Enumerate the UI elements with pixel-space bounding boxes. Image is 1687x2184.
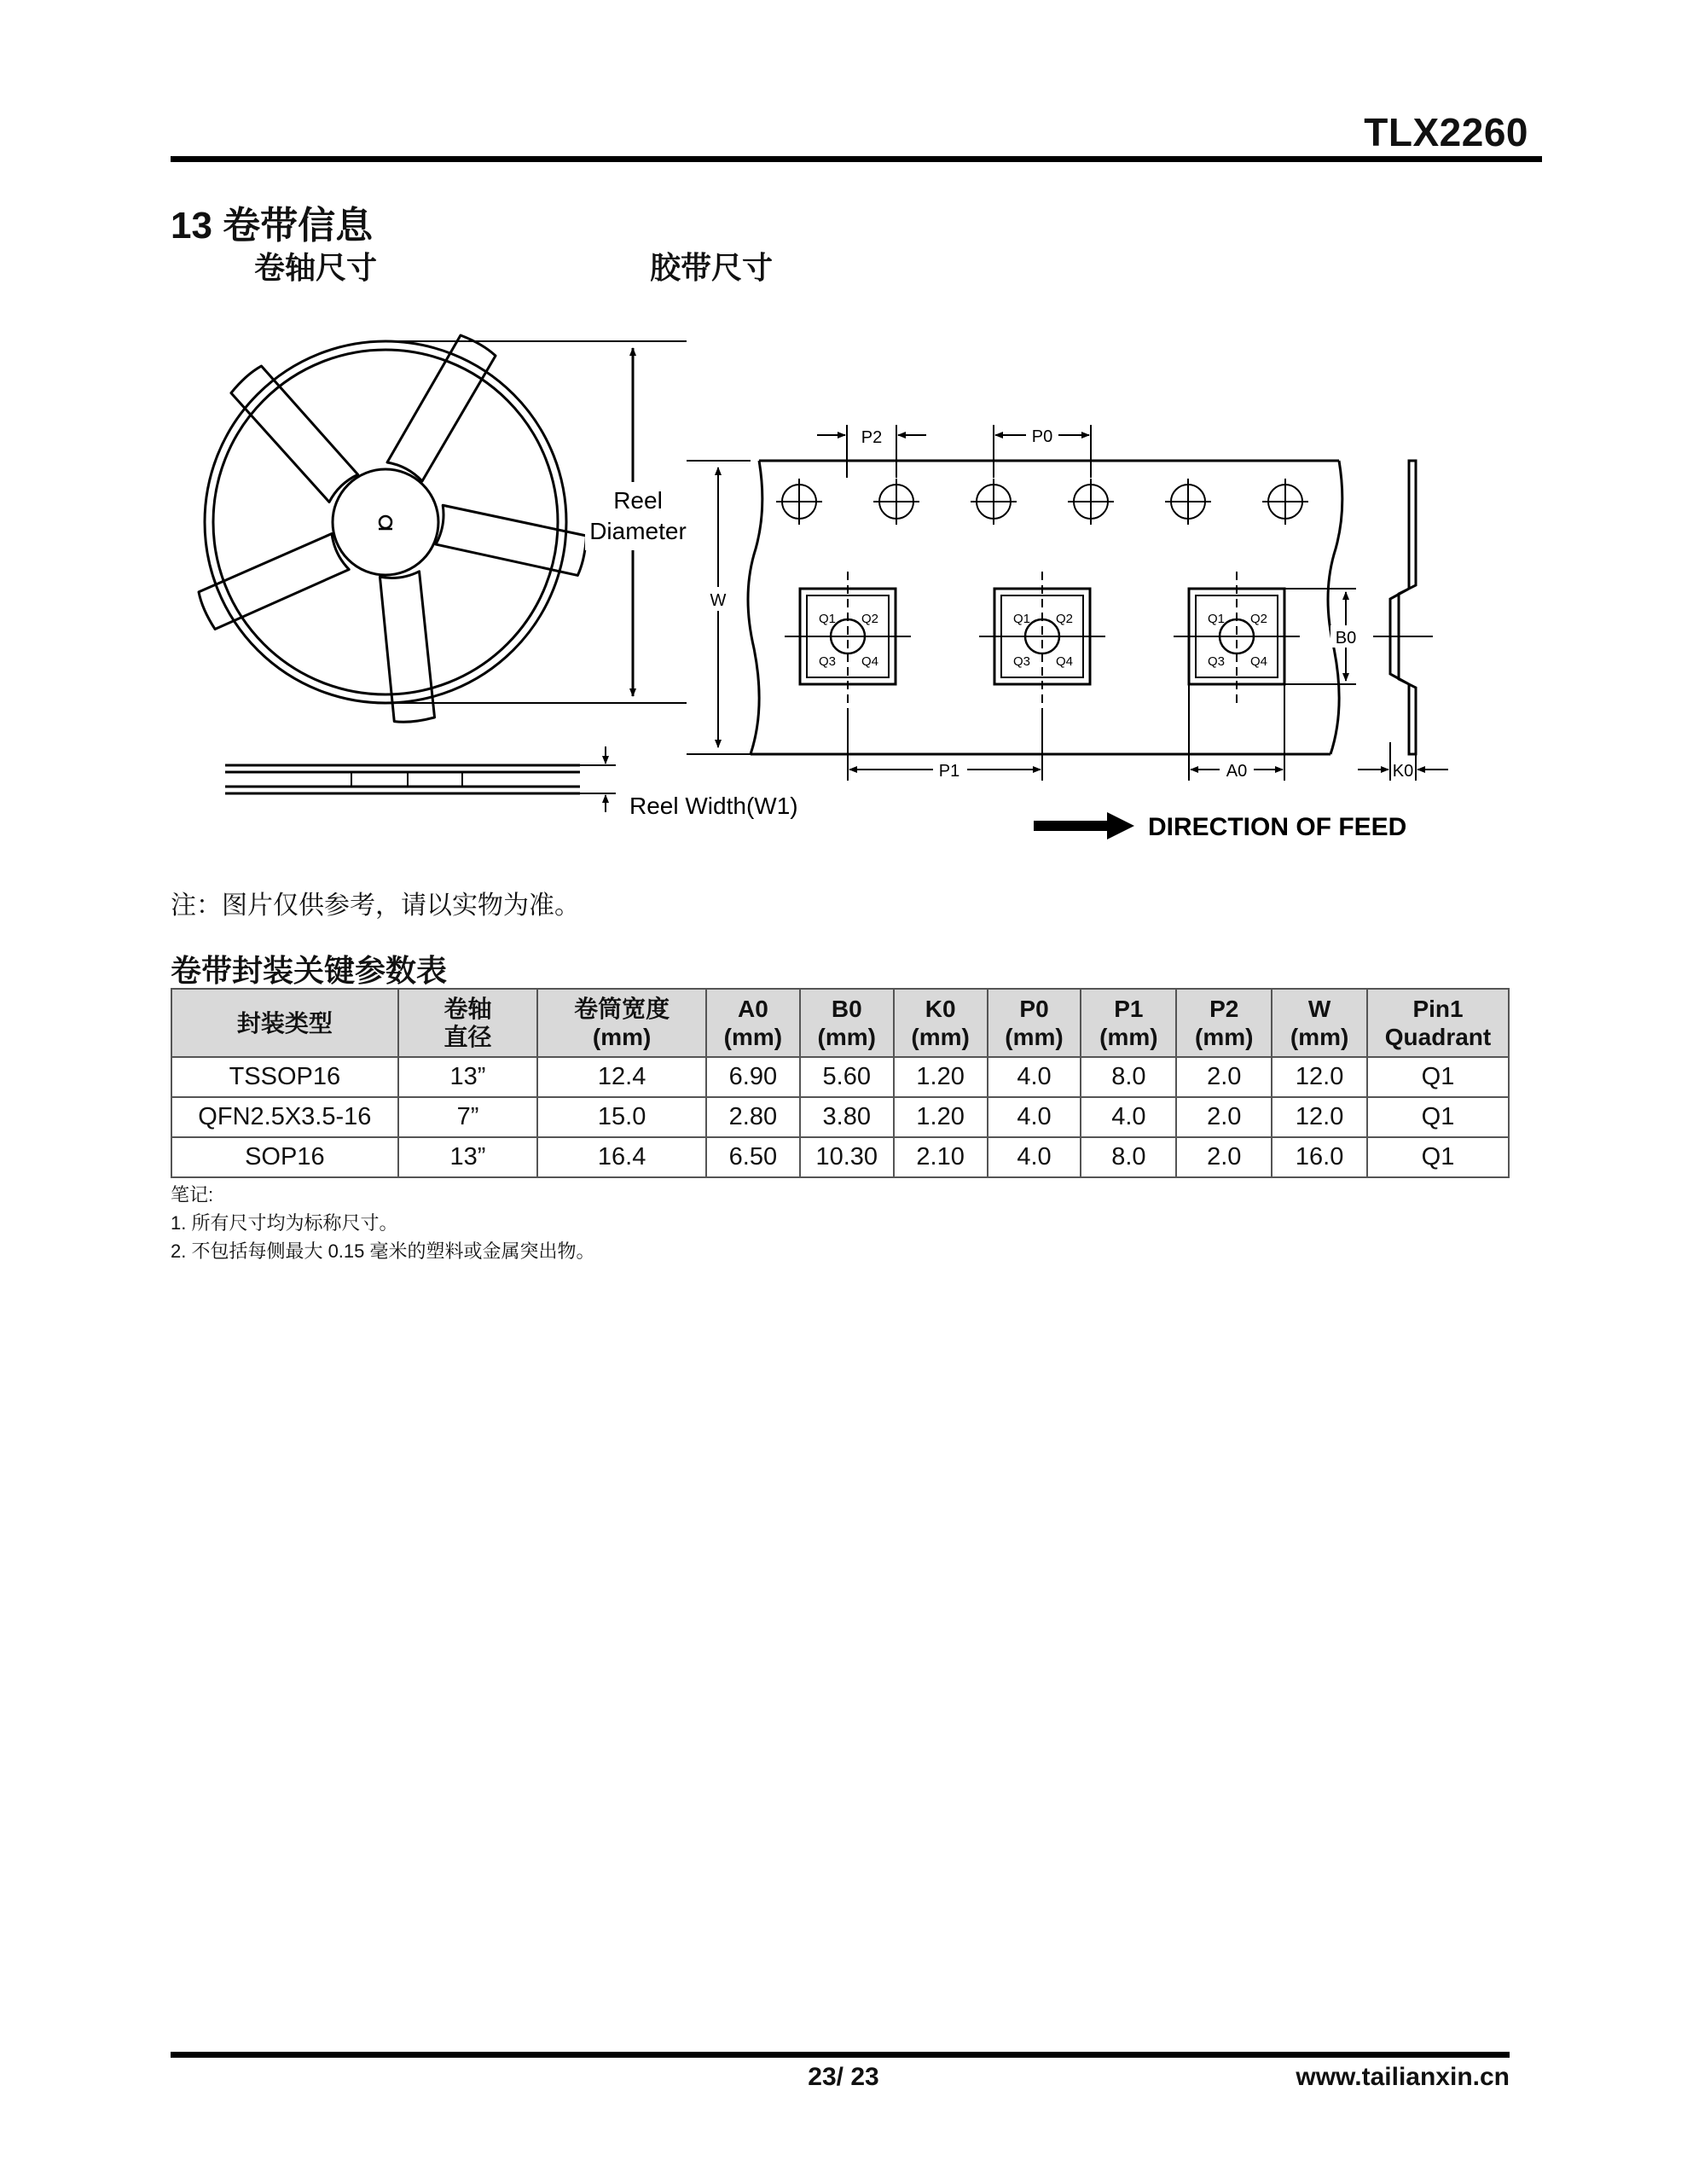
note-item: 2. 不包括每侧最大 0.15 毫米的塑料或金属突出物。 xyxy=(171,1240,595,1262)
tape-side-profile xyxy=(1358,461,1448,781)
table-notes xyxy=(171,1181,595,1265)
reel-label-line1: Reel xyxy=(613,487,663,514)
tape-heading: 胶带尺寸 xyxy=(650,250,774,285)
svg-text:Q1: Q1 xyxy=(1208,612,1226,626)
svg-text:Q3: Q3 xyxy=(1013,654,1031,669)
carrier-tape xyxy=(748,461,1342,754)
reel-heading: 卷轴尺寸 xyxy=(254,250,378,285)
col-header: P0 (mm) xyxy=(988,989,1081,1057)
svg-text:Q1: Q1 xyxy=(819,612,837,626)
pocket-dimensions xyxy=(848,684,1284,781)
reel-front-view xyxy=(187,335,597,738)
col-header: A0 (mm) xyxy=(706,989,800,1057)
svg-text:Q4: Q4 xyxy=(861,654,879,669)
col-header: W (mm) xyxy=(1272,989,1367,1057)
col-header: Pin1 Quadrant xyxy=(1367,989,1509,1057)
svg-text:Q3: Q3 xyxy=(1208,654,1226,669)
svg-text:Q1: Q1 xyxy=(1013,612,1031,626)
table-row: TSSOP16 13” 12.4 6.90 5.60 1.20 4.0 8.0 2.0 12.0 Q1 xyxy=(171,1057,1509,1097)
svg-text:Q2: Q2 xyxy=(861,612,879,626)
table-row: SOP16 13” 16.4 6.50 10.30 2.10 4.0 8.0 2.0 16.0 Q1 xyxy=(171,1137,1509,1177)
section-title: 13 卷带信息 xyxy=(171,205,374,247)
col-header: 卷筒宽度 (mm) xyxy=(537,989,706,1057)
p2-label: P2 xyxy=(861,428,883,447)
pockets xyxy=(785,572,1300,708)
note-item: 1. 所有尺寸均为标称尺寸。 xyxy=(171,1212,398,1234)
tape-spec-table xyxy=(171,988,1510,1178)
svg-text:Q3: Q3 xyxy=(819,654,837,669)
website-link[interactable]: www.tailianxin.cn xyxy=(1296,2063,1510,2091)
col-header: P1 (mm) xyxy=(1081,989,1176,1057)
svg-text:Q2: Q2 xyxy=(1056,612,1074,626)
svg-text:Q2: Q2 xyxy=(1250,612,1268,626)
image-note: 注：图片仅供参考，请以实物为准。 xyxy=(171,892,580,920)
col-header: P2 (mm) xyxy=(1176,989,1272,1057)
reel-side-view xyxy=(225,746,616,812)
feed-label: DIRECTION OF FEED xyxy=(1148,813,1407,841)
svg-text:Q4: Q4 xyxy=(1056,654,1074,669)
sprocket-holes xyxy=(776,479,1308,525)
reel-width-label: Reel Width(W1) xyxy=(629,793,798,819)
page-number: 23/ 23 xyxy=(808,2063,879,2091)
col-header: K0 (mm) xyxy=(894,989,988,1057)
feed-arrow-icon xyxy=(1034,812,1134,839)
svg-text:Q4: Q4 xyxy=(1250,654,1268,669)
table-row: QFN2.5X3.5-16 7” 15.0 2.80 3.80 1.20 4.0 4.0 2.0 12.0 Q1 xyxy=(171,1097,1509,1137)
p1-label: P1 xyxy=(938,762,960,781)
a0-label: A0 xyxy=(1226,762,1248,781)
reel-tape-diagram xyxy=(0,0,1687,853)
b0-label: B0 xyxy=(1335,629,1357,648)
reel-label-line2: Diameter xyxy=(589,518,687,544)
k0-label: K0 xyxy=(1392,762,1414,781)
w-label: W xyxy=(710,591,727,610)
document-title: TLX2260 xyxy=(1364,110,1528,154)
table-title: 卷带封装关键参数表 xyxy=(171,953,448,988)
p0-label: P0 xyxy=(1031,427,1053,446)
col-header: 卷轴 直径 xyxy=(398,989,538,1057)
col-header: 封装类型 xyxy=(171,989,398,1057)
table-header-row xyxy=(171,989,1509,1057)
col-header: B0 (mm) xyxy=(800,989,894,1057)
footer-rule xyxy=(171,2052,1510,2058)
notes-heading: 笔记: xyxy=(171,1184,214,1205)
